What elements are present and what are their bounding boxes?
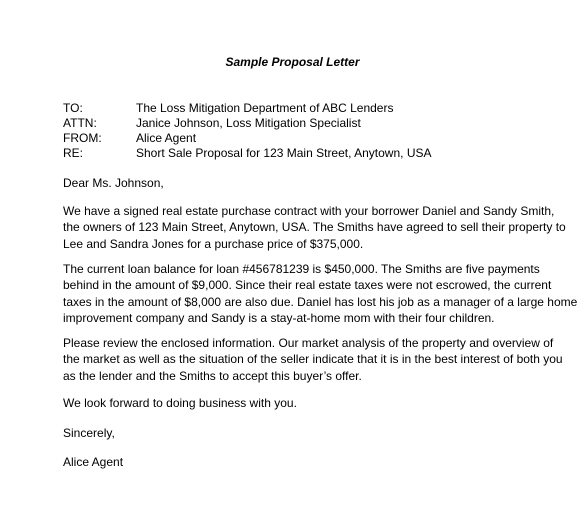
signature: Alice Agent: [63, 455, 124, 469]
paragraph-line: The current loan balance for loan #456781239 is $450,000. The Smiths are five payments: [63, 262, 540, 276]
header-value: Alice Agent: [136, 131, 197, 145]
paragraph-line: Please review the enclosed information. Our market analysis of the property and overview of: [63, 336, 554, 350]
paragraph-line: taxes in the amount of $8,000 are also due. Daniel has lost his job as a manager of a large home: [63, 294, 578, 309]
header-value: The Loss Mitigation Department of ABC Lenders: [136, 101, 394, 115]
paragraph-line: We have a signed real estate purchase contract with your borrower Daniel and Sandy Smith,: [63, 204, 555, 218]
header-label: ATTN:: [63, 116, 97, 130]
letter-title: Sample Proposal Letter: [225, 55, 360, 69]
header-re: [63, 145, 432, 161]
body-paragraph-2: [63, 261, 578, 326]
header-attn: [63, 115, 361, 131]
paragraph-line: behind in the amount of $9,000. Since their real estate taxes were not escrowed, the current: [63, 278, 552, 293]
paragraph-line: as the lender and the Smiths to accept this buyer’s offer.: [63, 368, 362, 383]
paragraph-line: Lee and Sandra Jones for a purchase price of $375,000.: [63, 236, 364, 251]
paragraph-line: We look forward to doing business with you.: [63, 396, 297, 410]
header-from: [63, 130, 196, 146]
header-label: RE:: [63, 146, 84, 160]
header-value: Janice Johnson, Loss Mitigation Specialist: [136, 116, 361, 130]
salutation: Dear Ms. Johnson,: [63, 176, 164, 190]
body-paragraph-1: [63, 203, 566, 252]
header-to: [63, 100, 393, 116]
header-label: FROM:: [63, 131, 102, 145]
paragraph-line: improvement company and Sandy is a stay-at-home mom with their four children.: [63, 310, 495, 325]
header-label: TO:: [63, 101, 83, 115]
body-paragraph-4: [63, 395, 543, 411]
body-paragraph-3: [63, 335, 563, 384]
paragraph-line: the owners of 123 Main Street, Anytown, USA. The Smiths have agreed to sell their property to: [63, 220, 566, 235]
paragraph-line: the market as well as the situation of the seller indicate that it is in the best interest of both you: [63, 352, 563, 367]
header-value: Short Sale Proposal for 123 Main Street, Anytown, USA: [136, 146, 432, 160]
closing: Sincerely,: [63, 426, 115, 440]
